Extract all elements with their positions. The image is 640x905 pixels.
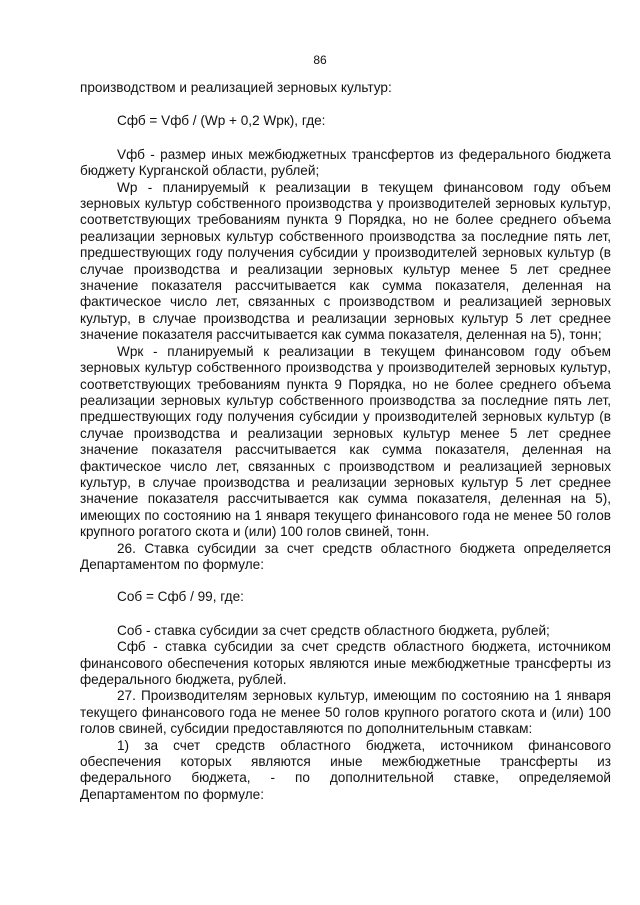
formula-sfb: Сфб = Vфб / (Wp + 0,2 Wpк), где:	[117, 113, 326, 129]
clause-26: 26. Ставка субсидии за счет средств областного бюджета определяется Департаментом по формуле:	[80, 540, 611, 572]
document-body	[80, 80, 611, 803]
definition-sob: Соб - ставка субсидии за счет средств областного бюджета, рублей;	[117, 622, 550, 638]
clause-27-item-1: 1) за счет средств областного бюджета, источником финансового обеспечения которых являются иные межбюджетные трансферты из федерального бюджета, - по дополнительной ставке, определяемой Департаментом по формуле:	[80, 737, 611, 802]
definition-wp: Wp - планируемый к реализации в текущем финансовом году объем зерновых культур собственного производства у производителей зерновых культур, соответствующих требованиям пункта 9 Порядка, но не более среднего объема реализации зерновых культур собственного производства за последние пять лет, предшествующих году получения субсидии у производителей зерновых культур (в случае производства и реализации зерновых культур менее 5 лет среднее значение показателя рассчитывается как сумма показателя, деленная на фактическое число лет, связанных с производством и реализацией зерновых культур, в случае производства и реализации зерновых культур 5 лет среднее значение показателя рассчитывается как сумма показателя, деленная на 5), тонн;	[80, 179, 611, 343]
definition-sfb: Сфб - ставка субсидии за счет средств областного бюджета, источником финансового обеспечения которых являются иные межбюджетные трансферты из федерального бюджета, рублей.	[80, 639, 611, 687]
page-number: 86	[313, 53, 327, 67]
definition-vfb: Vфб - размер иных межбюджетных трансфертов из федерального бюджета бюджету Курганской области, рублей;	[80, 146, 611, 179]
clause-27: 27. Производителям зерновых культур, имеющим по состоянию на 1 января текущего финансового года не менее 50 голов крупного рогатого скота и (или) 100 голов свиней, субсидии предоставляются по дополнительным ставкам:	[80, 688, 611, 737]
definition-wpk: Wpк - планируемый к реализации в текущем финансовом году объем зерновых культур собственного производства у производителей зерновых культур, соответствующих требованиям пункта 9 Порядка, но не более среднего объема реализации зерновых культур собственного производства за последние пять лет, предшествующих году получения субсидии у производителей зерновых культур (в случае производства и реализации зерновых культур менее 5 лет среднее значение показателя рассчитывается как сумма показателя, деленная на фактическое число лет, связанных с производством и реализацией зерновых культур, в случае производства и реализации зерновых культур 5 лет среднее значение показателя рассчитывается как сумма показателя, деленная на 5), имеющих по состоянию на 1 января текущего финансового года не менее 50 голов крупного рогатого скота и (или) 100 голов свиней, тонн.	[80, 343, 611, 540]
formula-sob: Соб = Сфб / 99, где:	[117, 589, 244, 605]
paragraph-continuation: производством и реализацией зерновых культур:	[80, 80, 392, 95]
